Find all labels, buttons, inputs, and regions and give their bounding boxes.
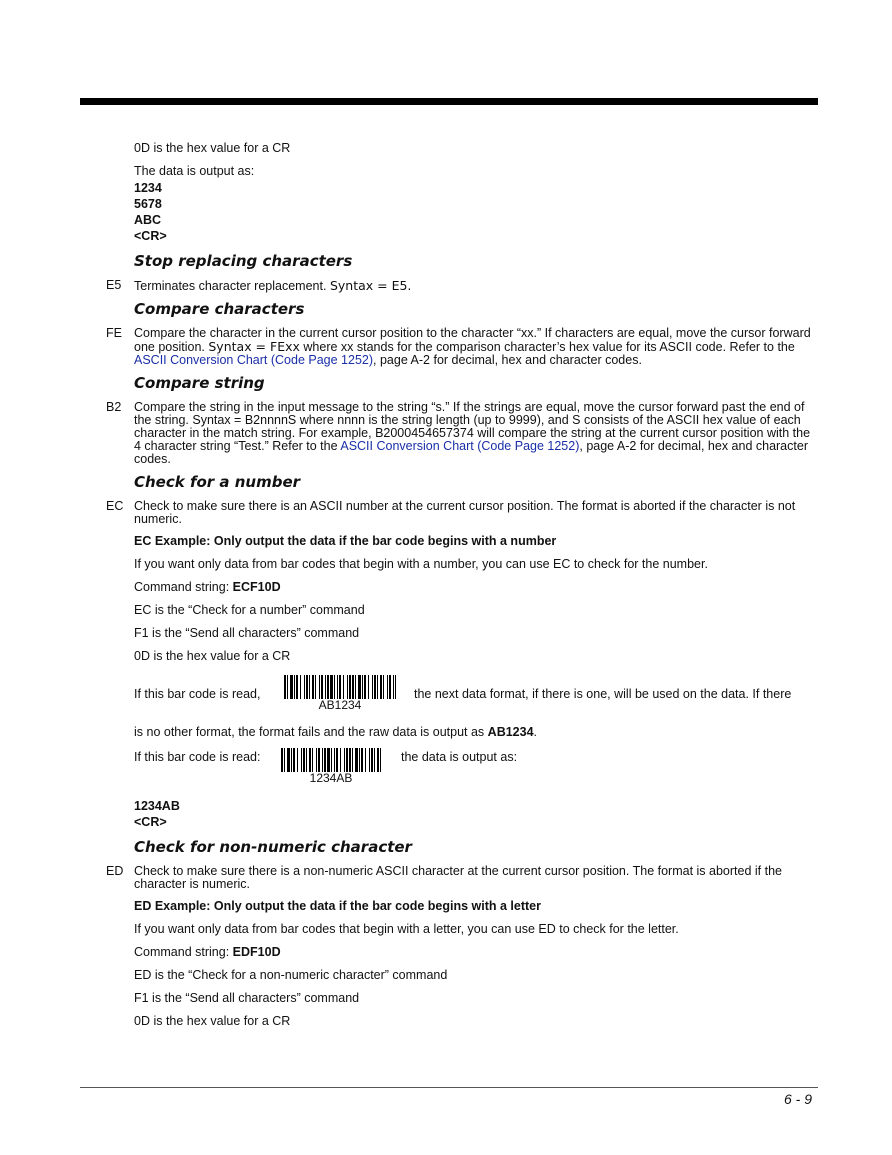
f1-line: F1 is the “Send all characters” command	[134, 626, 360, 640]
output-intro: The data is output as:	[134, 164, 255, 178]
ed-command-string	[134, 945, 814, 959]
entry-e5	[106, 278, 814, 293]
barcode-bars-icon	[284, 675, 396, 699]
header-rule	[80, 98, 818, 105]
command-code: B2	[106, 400, 122, 414]
barcode-row-1234ab	[134, 748, 814, 792]
ascii-chart-link[interactable]: ASCII Conversion Chart (Code Page 1252)	[134, 353, 374, 367]
heading-compare-string: Compare string	[134, 374, 265, 392]
entry-ec	[106, 499, 814, 526]
cr-line: 0D is the hex value for a CR	[134, 1014, 291, 1028]
f1-line: F1 is the “Send all characters” command	[134, 991, 360, 1005]
output-lines	[134, 180, 814, 244]
page-number: 6 - 9	[783, 1091, 812, 1107]
command-code: EC	[106, 499, 124, 513]
command-label: Command string:	[134, 945, 230, 959]
barcode-result-text: the next data format, if there is one, will be used on the data. If there	[414, 687, 792, 701]
output-line: <CR>	[134, 229, 167, 243]
ec-example-desc: If you want only data from bar codes that begin with a number, you can use EC to check for the number.	[134, 557, 708, 571]
heading-check-number: Check for a number	[134, 473, 301, 491]
entry-text: Check to make sure there is a non-numeric ASCII character at the current cursor position. The format is aborted if the character is numeric.	[134, 864, 782, 891]
ec-command-string	[134, 580, 814, 594]
command-code: E5	[106, 278, 122, 292]
output-line: 1234	[134, 181, 162, 195]
entry-text: , page A-2 for decimal, hex and character codes.	[373, 353, 642, 367]
barcode-intro-text: If this bar code is read,	[134, 687, 261, 701]
ed-example-title: ED Example: Only output the data if the bar code begins with a letter	[134, 899, 542, 913]
heading-check-non-numeric: Check for non-numeric character	[134, 838, 412, 856]
ed-line: ED is the “Check for a non-numeric character” command	[134, 968, 448, 982]
command-label: Command string:	[134, 580, 230, 594]
ec-example-title: EC Example: Only output the data if the bar code begins with a number	[134, 534, 557, 548]
ascii-chart-link[interactable]: ASCII Conversion Chart (Code Page 1252)	[340, 439, 580, 453]
ec-output-lines	[134, 798, 814, 830]
cr-line: 0D is the hex value for a CR	[134, 649, 291, 663]
entry-text: Terminates character replacement.	[134, 279, 327, 293]
raw-output-value: AB1234	[487, 725, 534, 739]
entry-text: is no other format, the format fails and the raw data is output as	[134, 725, 485, 739]
output-line: ABC	[134, 213, 162, 227]
command-code: ED	[106, 864, 124, 878]
entry-text: .	[533, 725, 538, 739]
footer-rule	[80, 1087, 818, 1088]
output-line: <CR>	[134, 815, 167, 829]
barcode-1234ab	[281, 748, 381, 788]
barcode-label: AB1234	[318, 698, 362, 712]
barcode-row-ab1234	[134, 675, 814, 719]
command-code: FE	[106, 326, 122, 340]
heading-compare-characters: Compare characters	[134, 300, 305, 318]
syntax-text: Syntax = E5.	[329, 278, 412, 293]
barcode-intro-text: If this bar code is read:	[134, 750, 261, 764]
entry-text: Compare the string in the input message to the string “s.” If the strings are equal, move the cursor forward past the end of the string. Syntax = B2nnnnS where nnnn is the string length (up to 9999), and S consists of the ASCII hex value of each character in the match string. For example, B2000454657374 will compare the string at the current cursor position with the 4 character string “Test.” Refer to the	[134, 400, 811, 453]
barcode-result-text: the data is output as:	[401, 750, 518, 764]
output-line: 5678	[134, 197, 162, 211]
output-line: 1234AB	[134, 799, 180, 813]
command-value: ECF10D	[232, 580, 281, 594]
ed-example-desc: If you want only data from bar codes that begin with a letter, you can use ED to check for the letter.	[134, 922, 679, 936]
ec-line: EC is the “Check for a number” command	[134, 603, 365, 617]
entry-ed	[106, 864, 814, 891]
page-content	[106, 141, 814, 1037]
command-value: EDF10D	[232, 945, 281, 959]
entry-b2	[106, 400, 814, 466]
syntax-text: Syntax = FExx	[208, 339, 300, 354]
barcode-ab1234	[284, 675, 396, 715]
barcode-bars-icon	[281, 748, 381, 772]
entry-text: Check to make sure there is an ASCII number at the current cursor position. The format is aborted if the character is not numeric.	[134, 499, 796, 526]
entry-text: , page A-2 for decimal, hex and character codes.	[134, 439, 808, 466]
barcode-label: 1234AB	[309, 771, 353, 785]
heading-stop-replacing: Stop replacing characters	[134, 252, 353, 270]
entry-text: Compare the character in the current cursor position to the character “xx.” If characters are equal, move the cursor forward one position.	[134, 326, 811, 354]
raw-output-note	[134, 725, 814, 739]
entry-fe	[106, 326, 814, 367]
intro-cr-note: 0D is the hex value for a CR	[134, 141, 291, 155]
entry-text: where xx stands for the comparison character’s hex value for its ASCII code. Refer to the	[303, 340, 795, 354]
